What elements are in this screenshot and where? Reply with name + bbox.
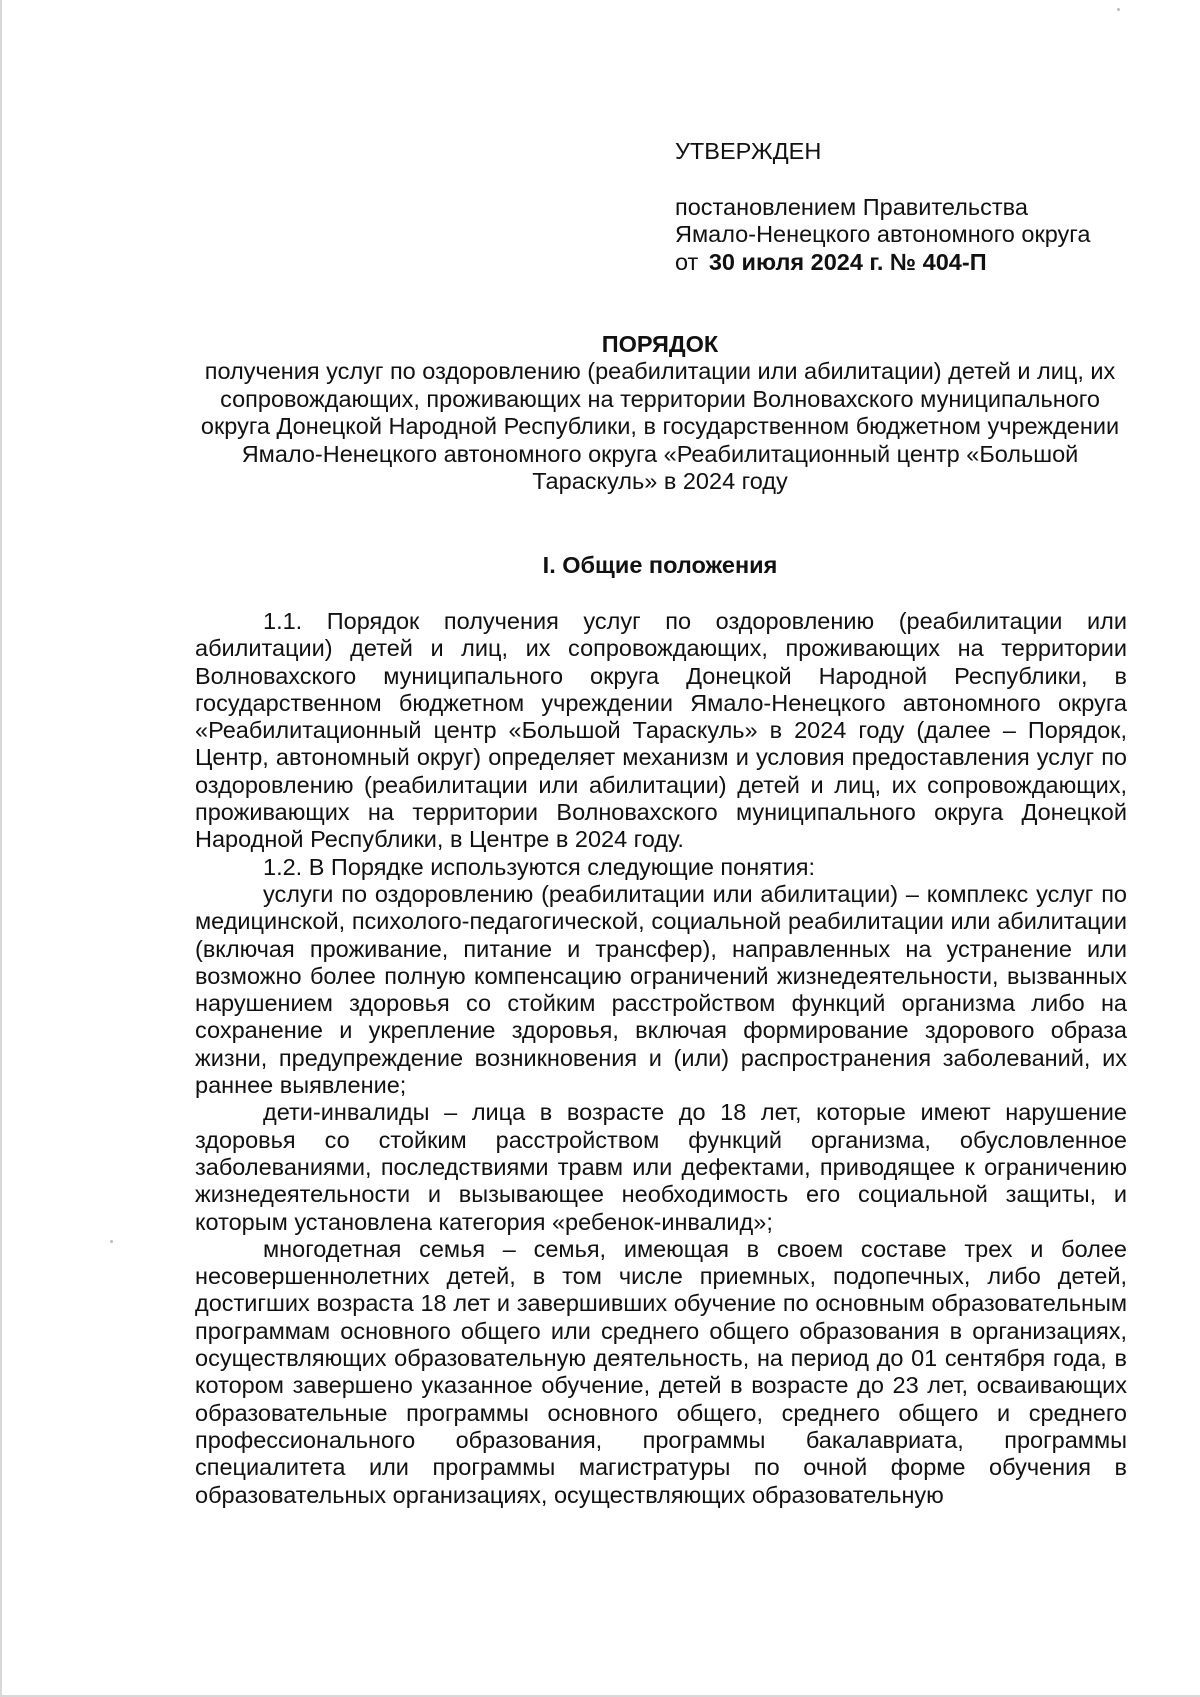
- paragraph-1-1: 1.1. Порядок получения услуг по оздоровлению (реабилитации или абилитации) детей и лиц, их сопровождающих, проживающих на территории Волновахского муниципального округа Донецкой Народной Республики, в государственном бюджетном учреждении Ямало-Ненецкого автономного округа «Реабилитационный центр «Большой Тараскуль» в 2024 году (далее – Порядок, Центр, автономный округ) определяет механизм и условия предоставления услуг по оздоровлению (реабилитации или абилитации) детей и лиц, их сопровождающих, проживающих на территории Волновахского муниципального округа Донецкой Народной Республики, в Центре в 2024 году.: [195, 608, 1127, 853]
- document-subtitle: получения услуг по оздоровлению (реабилитации или абилитации) детей и лиц, их сопровождающих, проживающих на территории Волновахского муниципального округа Донецкой Народной Республики, в государственном бюджетном учреждении Ямало-Ненецкого автономного округа «Реабилитационный центр «Большой Тараскуль» в 2024 году: [200, 358, 1120, 494]
- definition-disabled-children: дети-инвалиды – лица в возрасте до 18 лет, которые имеют нарушение здоровья со стойким расстройством функций организма, обусловленное заболеваниями, последствиями травм или дефектами, приводящее к ограничению жизнедеятельности и вызывающее необходимость его социальной защиты, и которым установлена категория «ребенок-инвалид»;: [195, 1099, 1127, 1235]
- paragraph-1-2: 1.2. В Порядке используются следующие понятия:: [263, 853, 816, 880]
- approval-date-line: [675, 249, 1145, 277]
- approval-line-2: Ямало-Ненецкого автономного округа: [675, 221, 1091, 247]
- scan-speck: [1117, 8, 1120, 11]
- document-title: ПОРЯДОК: [601, 331, 719, 357]
- section-body: [195, 608, 1127, 1509]
- definition-health-services: услуги по оздоровлению (реабилитации или абилитации) – комплекс услуг по медицинской, психолого-педагогической, социальной реабилитации или абилитации (включая проживание, питание и трансфер), направленных на устранение или возможно более полную компенсацию ограничений жизнедеятельности, вызванных нарушением здоровья со стойким расстройством функций организма либо на сохранение и укрепление здоровья, включая формирование здорового образа жизни, предупреждение возникновения и (или) распространения заболеваний, их раннее выявление;: [195, 880, 1127, 1099]
- section-heading: I. Общие положения: [542, 552, 778, 578]
- scan-edge-left: [0, 0, 2, 1697]
- approval-block: [675, 138, 1145, 276]
- resolution-date-number: 30 июля 2024 г. № 404-П: [708, 248, 987, 275]
- scan-speck: [110, 1240, 113, 1243]
- approval-line-1: постановлением Правительства: [675, 193, 1028, 220]
- date-prefix: от: [675, 248, 699, 275]
- approved-label: УТВЕРЖДЕН: [675, 138, 822, 164]
- definition-large-family: многодетная семья – семья, имеющая в своем составе трех и более несовершеннолетних детей, в том числе приемных, подопечных, либо детей, достигших возраста 18 лет и завершивших обучение по основным образовательным программам основного общего или среднего общего образования в организациях, осуществляющих образовательную деятельность, на период до 01 сентября года, в котором завершено указанное обучение, детей в возрасте до 23 лет, осваивающих образовательные программы основного общего, среднего общего и среднего профессионального образования, программы бакалавриата, программы специалитета или программы магистратуры по очной форме обучения в образовательных организациях, осуществляющих образовательную: [195, 1235, 1127, 1508]
